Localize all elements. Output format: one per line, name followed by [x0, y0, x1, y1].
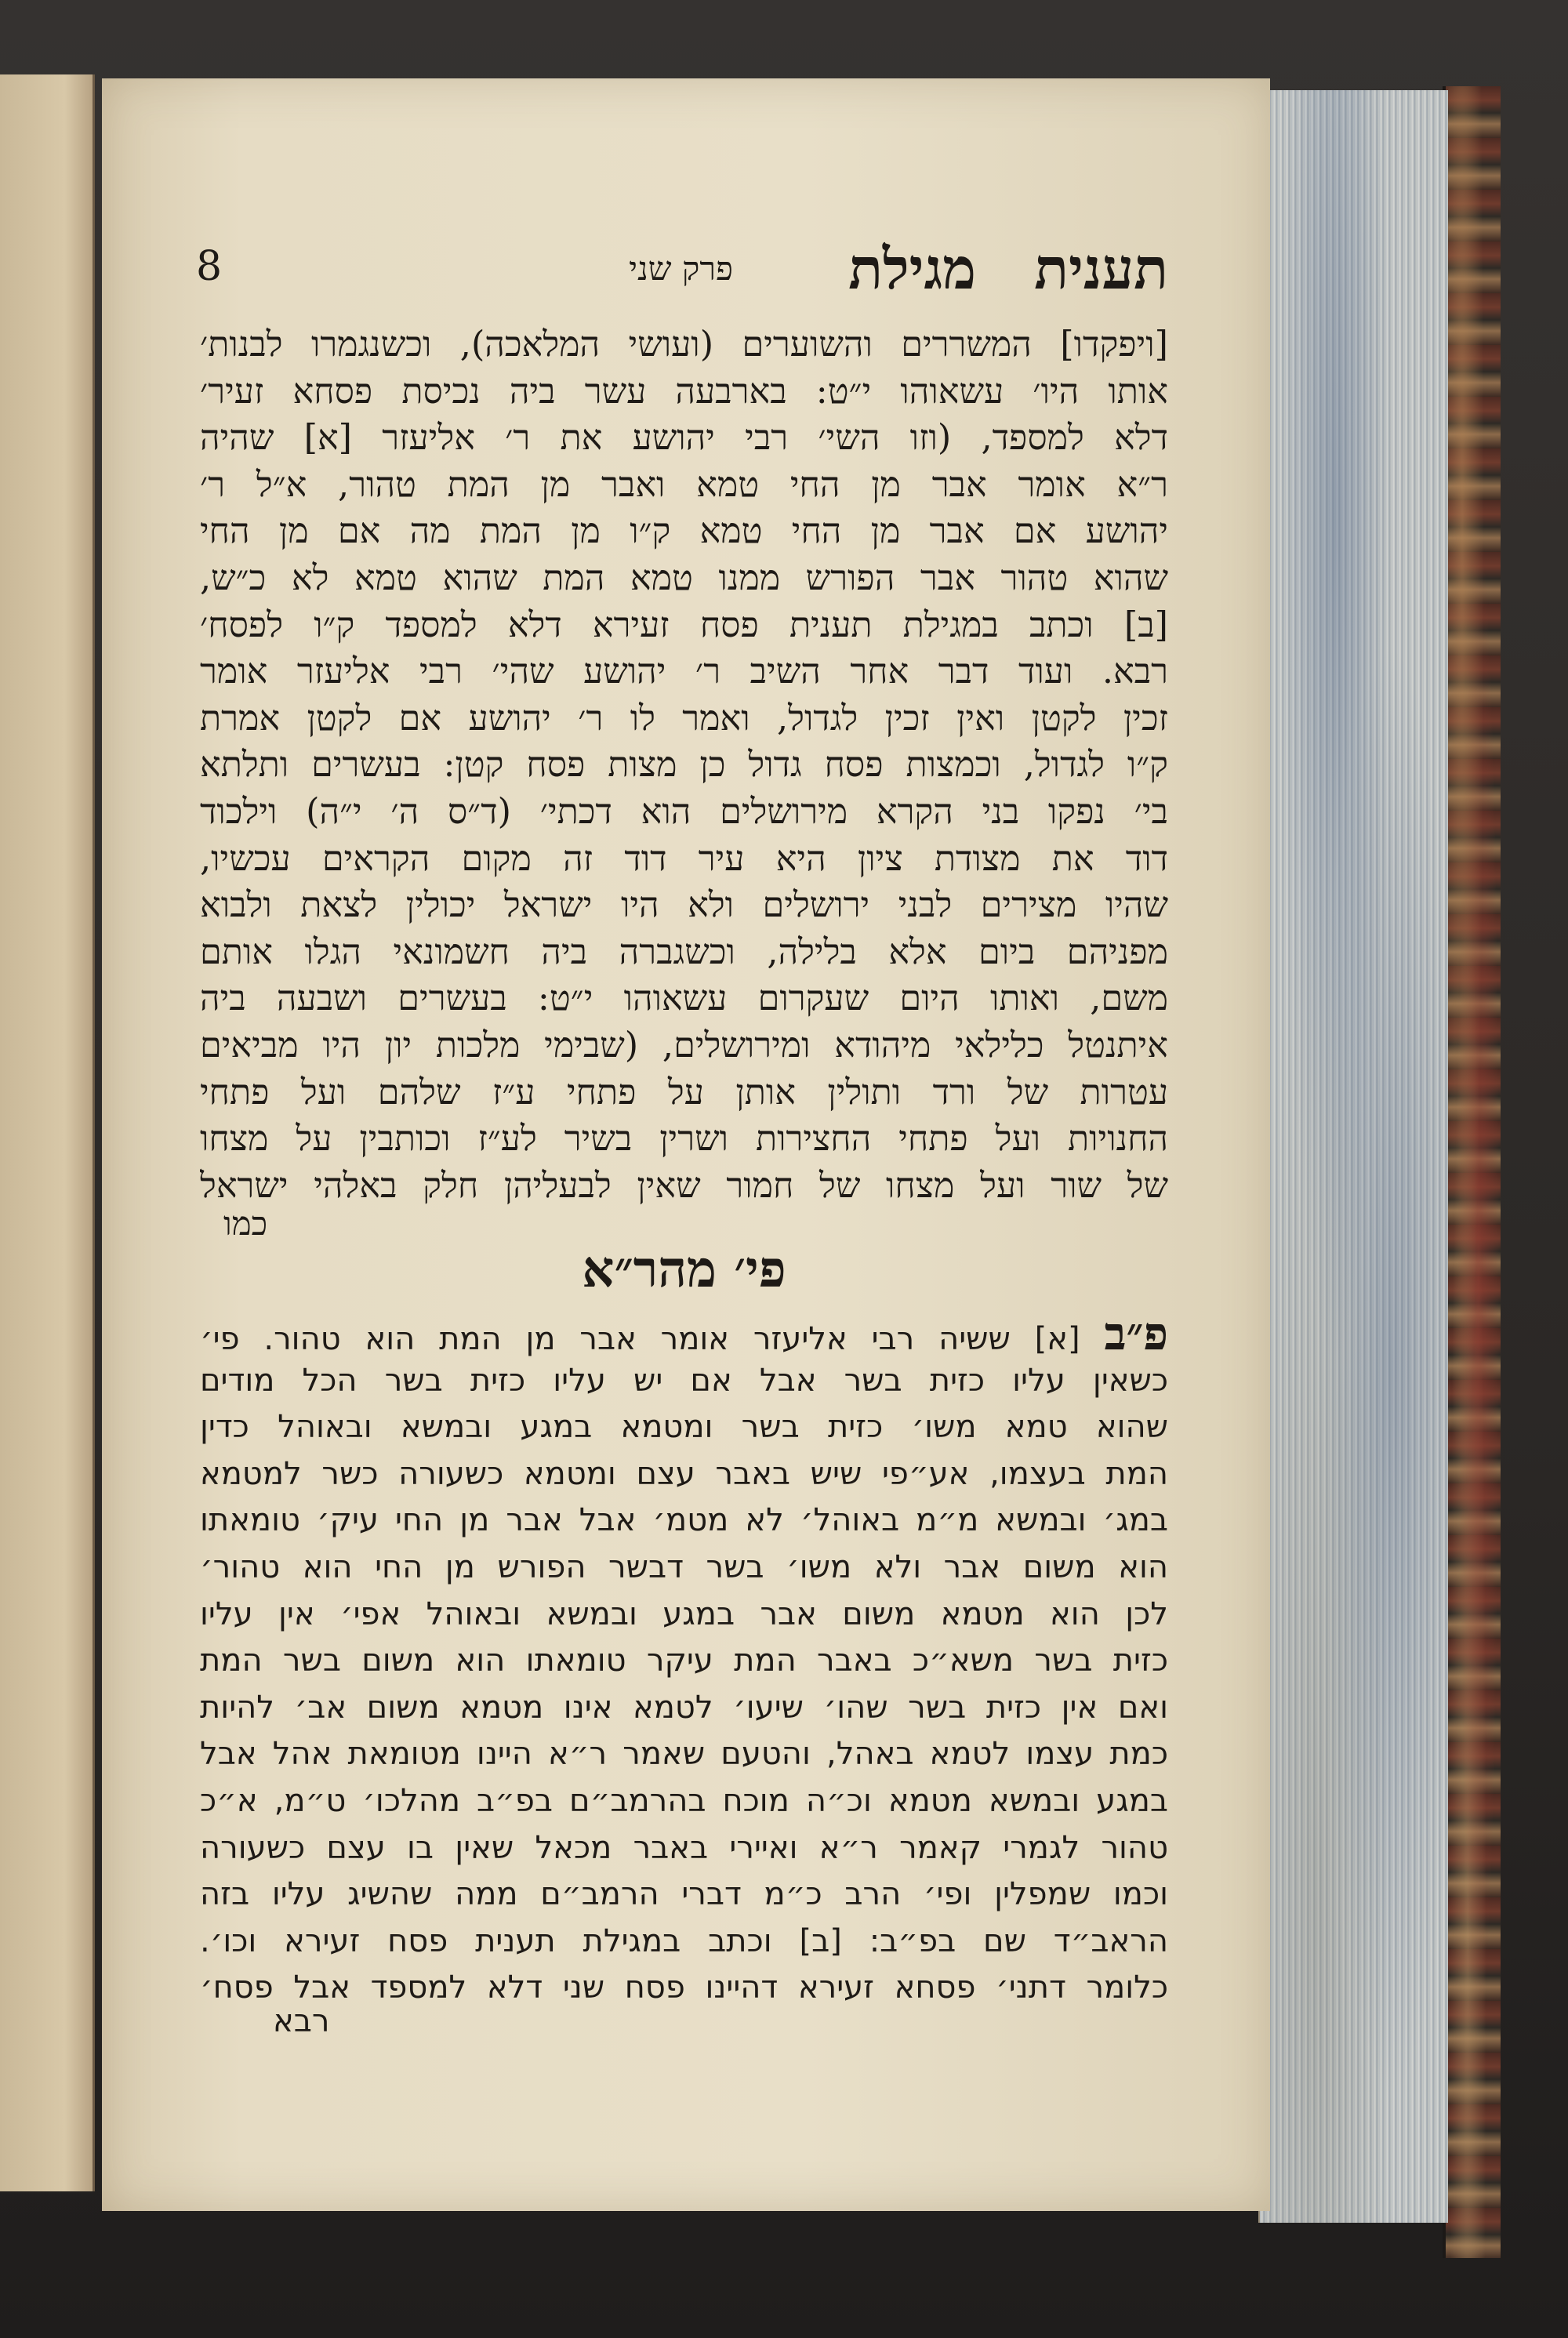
main-text-line: החנויות ועל פתחי החצירות ושרין בשיר לע״ז וכותבין על מצחו: [200, 1119, 1168, 1160]
main-text-line: רבא. ועוד דבר אחר השיב ר׳ יהושע שהי׳ רבי אליעזר אומר: [200, 652, 1168, 692]
commentary-line: וכמו שמפלין ופי׳ הרב כ״מ דברי הרמב״ם ממה שהשיג עליו בזה: [200, 1876, 1168, 1913]
commentary-line-text: [א] ששיה רבי אליעזר אומר אבר מן המת הוא טהור. פי׳: [200, 1321, 1080, 1357]
commentary-text-block: [200, 1311, 1168, 2012]
main-text-line: דלא למספד, (וזו השי׳ רבי יהושע את ר׳ אליעזר [א] שהיה: [200, 418, 1168, 459]
main-text-line: משם, ואותו היום שעקרום עשאוהו י״ט: בעשרים ושבעה ביה: [200, 978, 1168, 1019]
main-text-line: עטרות של ורד ותולין אותן על פתחי ע״ז שלהם ועל פתחי: [200, 1072, 1168, 1113]
main-catchword: כמו: [223, 1204, 268, 1243]
commentary-line: הראב״ד שם בפ״ב: [ב] וכתב במגילת תענית פסח זעירא וכו׳.: [200, 1922, 1168, 1959]
commentary-line: במגע ובמשא מטמא וכ״ה מוכח בהרמב״ם בפ״ב מהלכו׳ ט״מ, א״כ: [200, 1782, 1168, 1819]
commentary-line: לכן הוא מטמא משום אבר במגע ובמשא ובאוהל אפי׳ אין עליו: [200, 1596, 1168, 1632]
main-text-line: [ויפקדו] המשררים והשוערים (ועושי המלאכה), וכשנגמרו לבנות׳: [200, 325, 1168, 365]
commentary-line: במג׳ ובמשא מ״מ באוהל׳ לא מטמ׳ אבל אבר מן החי עיק׳ טומאתו: [200, 1502, 1168, 1539]
commentary-line: ואם אין כזית בשר שהו׳ שיעו׳ לטמא אינו מטמא משום אב׳ להיות: [200, 1689, 1168, 1726]
main-text-line: בי׳ נפקו בני הקרא מירושלים הוא דכתי׳ (ד״ס ה׳ י״ה) וילכוד: [200, 791, 1168, 832]
main-text-line: איתנטל כלילאי מיהודא ומירושלים, (שבימי מלכות יון היו מביאים: [200, 1025, 1168, 1066]
header-title-left: מגילת: [848, 235, 976, 302]
commentary-line: [200, 1311, 1168, 1358]
book-cover-marbling: [1443, 86, 1501, 2258]
main-text-line: של שור ועל מצחו של חמור שאין לבעליהן חלק באלהי ישראל: [200, 1165, 1168, 1206]
page-number: 8: [196, 243, 223, 290]
commentary-line: כלומר דתני׳ פסחא זעירא דהיינו פסח שני דלא למספד אבל פסח׳: [200, 1970, 1168, 2006]
main-text-line: שהיו מצירים לבני ירושלים ולא היו ישראל יכולין לצאת ולבוא: [200, 885, 1168, 926]
facing-page-edge: [0, 74, 95, 2191]
commentary-line: כשאין עליו כזית בשר אבל אם יש עליו כזית בשר הכל מודים: [200, 1362, 1168, 1399]
main-text-line: [ב] וכתב במגילת תענית פסח זעירא דלא למספד ק״ו לפסח׳: [200, 604, 1168, 645]
main-text-line: אותו היו׳ עשאוהו י״ט: בארבעה עשר ביה נכיסת פסחא זעיר׳: [200, 371, 1168, 412]
commentary-line: כזית בשר משא״כ באבר המת עיקר טומאתו הוא משום בשר המת: [200, 1643, 1168, 1679]
commentary-line: כמת עצמו לטמא באהל, והטעם שאמר ר״א היינו מטומאת אהל אבל: [200, 1736, 1168, 1773]
page-block-edge: [1258, 90, 1448, 2223]
commentary-title: פי׳ מהר״א: [582, 1240, 786, 1299]
chapter-lead-mark: פ״ב: [1104, 1311, 1168, 1358]
commentary-catchword: רבא: [273, 2003, 330, 2039]
main-text-line: זכין לקטן ואין זכין לגדול, ואמר לו ר׳ יהושע אם לקטן אמרת: [200, 698, 1168, 739]
header-title-right: תענית: [1034, 235, 1168, 302]
main-text-block: [200, 321, 1168, 1209]
commentary-line: שהוא טמא משו׳ כזית בשר ומטמא במגע ובמשא ובאוהל כדין: [200, 1409, 1168, 1446]
main-text-line: ק״ו לגדול, וכמצות פסח גדול כן מצות פסח קטן: בעשרים ותלתא: [200, 745, 1168, 786]
main-text-line: שהוא טהור אבר הפורש ממנו טמא המת שהוא טמא לא כ״ש,: [200, 557, 1168, 598]
header-chapter: פרק שני: [629, 249, 733, 288]
commentary-line: המת בעצמו, אע״פי שיש באבר עצם ומטמא כשעורה כשר למטמא: [200, 1455, 1168, 1492]
running-header: [196, 235, 1168, 314]
main-text-line: דוד את מצודת ציון היא עיר דוד זה מקום הקראים עכשיו,: [200, 838, 1168, 879]
commentary-line: טהור לגמרי קאמר ר״א ואיירי באבר מכאל שאין בו עצם כשעורה: [200, 1829, 1168, 1866]
main-text-line: ר״א אומר אבר מן החי טמא ואבר מן המת טהור, א״ל ר׳: [200, 464, 1168, 505]
commentary-line: הוא משום אבר ולא משו׳ בשר דבשר הפורש מן החי הוא טהור׳: [200, 1548, 1168, 1585]
main-text-line: יהושע אם אבר מן החי טמא ק״ו מן המת מה אם מן החי: [200, 511, 1168, 552]
main-text-line: מפניהם ביום אלא בלילה, וכשגברה ביה חשמונאי הגלו אותם: [200, 931, 1168, 972]
